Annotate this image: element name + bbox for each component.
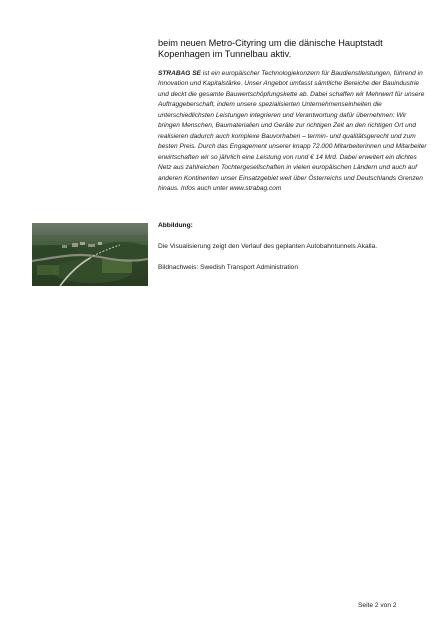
page-number: Seite 2 von 2 [358,602,397,609]
figure-caption: Die Visualisierung zeigt den Verlauf des geplanten Autobahntunnels Akalla. [158,243,378,250]
aerial-visualization-image [32,223,148,286]
company-boilerplate [158,69,428,194]
company-name: STRABAG SE [158,70,201,77]
figure-heading: Abbildung: [158,222,193,229]
lead-paragraph: beim neuen Metro-Cityring um die dänische Hauptstadt Kopenhagen im Tunnelbau aktiv. [158,38,383,60]
image-credit: Bildnachweis: Swedish Transport Administration [158,264,299,271]
company-description: ist ein europäischer Technologiekonzern für Baudienstleistungen, führend in Innovation und Kapitalstärke. Unser Angebot umfasst sämtliche Bereiche der Bauindustrie und deckt die gesamte Bauwertschöpfungskette ab. Dabei schaffen wir Mehrwert für unsere Auftraggeberschaft, indem unsere spezialisierten Unternehmenseinheiten die unterschiedlichsten Leistungen integrieren und Verantwortung dafür übernehmen: Wir bringen Menschen, Baumaterialien und Geräte zur richtigen Zeit an den richtigen Ort und realisieren dadurch auch komplexe Bauvorhaben – termin- und qualitätsgerecht und zum besten Preis. Durch das Engagement unserer knapp 72.000 Mitarbeiterinnen und Mitarbeiter erwirtschaften wir so jährlich eine Leistung von rund € 14 Mrd. Dabei erweitert ein dichtes Netz aus zahlreichen Tochtergesellschaften in vielen europäischen Ländern und auch auf anderen Kontinenten unser Einsatzgebiet weit über Österreichs und Deutschlands Grenzen hinaus. Infos auch unter www.strabag.com [158,70,427,192]
